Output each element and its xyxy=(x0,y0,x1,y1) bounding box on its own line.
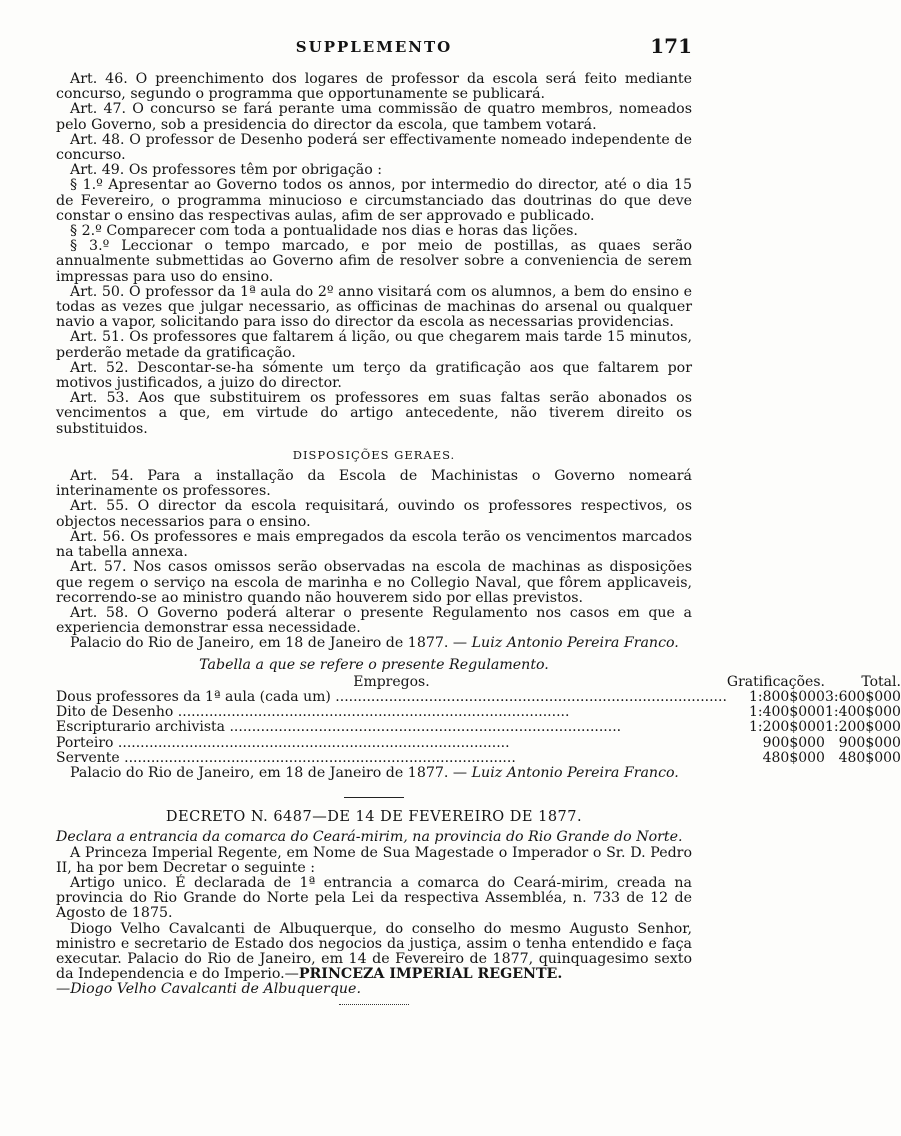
closing-paragraph xyxy=(56,636,692,651)
row-name-cell xyxy=(56,705,727,720)
decree-title: DECRETO N. 6487—DE 14 DE FEVEREIRO DE 1877. xyxy=(165,809,583,826)
decree-preamble: A Princeza Imperial Regente, em Nome de Sua Magestade o Imperador o Sr. D. Pedro II, ha por bem Decretar o seguinte : xyxy=(56,844,692,876)
decree-regent: PRINCEZA IMPERIAL REGENTE. xyxy=(298,966,563,983)
row-name: Servente xyxy=(56,749,120,766)
row-bonus: 1:200$000 xyxy=(748,719,825,736)
row-name-cell xyxy=(56,720,727,735)
table-row xyxy=(56,751,901,766)
running-title: SUPPLEMENTO xyxy=(295,38,453,56)
header-bonus: Gratificações. xyxy=(726,673,825,690)
article-54: Art. 54. Para a installação da Escola de Machinistas o Governo nomeará interinamente os professores. xyxy=(56,468,692,500)
article-50: Art. 50. O professor da 1ª aula do 2º anno visitará com os alumnos, a bem do ensino e todas as vezes que julgar necessario, as officinas de machinas do arsenal ou qualquer navio a vapor, solicitando para isso do director da escola as necessarias providencias. xyxy=(56,283,692,331)
article-53: Art. 53. Aos que substituirem os professores em suas faltas serão abonados os vencimentos a que, em virtude do artigo antecedente, não tiverem direito os substituidos. xyxy=(56,390,692,437)
salary-table xyxy=(56,675,901,766)
row-name: Dito de Desenho xyxy=(56,704,174,721)
article-57: Art. 57. Nos casos omissos serão observadas na escola de machinas as disposições que regem o serviço na escola de marinha e no Collegio Naval, que fôrem applicaveis, recorrendo-se ao ministro quando não houverem sido por ellas previstos. xyxy=(56,559,692,606)
decree-summary: Declara a entrancia da comarca do Ceará-mirim, na provincia do Rio Grande do Norte. xyxy=(56,829,683,846)
table-caption: Tabella a que se refere o presente Regulamento. xyxy=(199,656,549,673)
article-55: Art. 55. O director da escola requisitará, ouvindo os professores respectivos, os objectos necessarios para o ensino. xyxy=(56,498,692,530)
row-bonus: 480$000 xyxy=(762,749,825,766)
article-49: Art. 49. Os professores têm por obrigação : xyxy=(70,162,383,179)
row-total: 1:400$000 xyxy=(824,704,901,721)
decree-minister: —Diogo Velho Cavalcanti de Albuquerque. xyxy=(56,981,361,998)
table-row xyxy=(56,705,901,720)
row-name-cell xyxy=(56,751,727,766)
row-bonus: 1:400$000 xyxy=(748,704,825,721)
article-48: Art. 48. O professor de Desenho poderá ser effectivamente nomeado independente de concurso. xyxy=(56,131,692,164)
table-row xyxy=(56,690,901,705)
page-header xyxy=(56,34,692,64)
row-bonus: 1:800$000 xyxy=(748,688,825,705)
header-employees: Empregos. xyxy=(353,673,430,690)
article-58: Art. 58. O Governo poderá alterar o presente Regulamento nos casos em que a experiencia demonstrar essa necessidade. xyxy=(56,604,692,637)
row-bonus: 900$000 xyxy=(762,734,825,751)
closing-signature: Luiz Antonio Pereira Franco. xyxy=(471,635,679,652)
row-total: 3:600$000 xyxy=(824,688,901,705)
decree-closing-text: Diogo Velho Cavalcanti de Albuquerque, do conselho do mesmo Augusto Senhor, ministro e secretario de Estado dos negocios da justiça, assim o tenha entendido e faça executar. Palacio do Rio de Janeiro, em 14 de Fevereiro de 1877, quinquagesimo sexto da Independencia e do Imperio.— xyxy=(56,920,692,983)
page-number: 171 xyxy=(650,34,692,58)
row-name: Porteiro xyxy=(56,734,114,751)
decree-minister-line xyxy=(56,982,692,997)
article-49-paragraph-1: § 1.º Apresentar ao Governo todos os annos, por intermedio do director, até o dia 15 de Fevereiro, o programma minucioso e circumstanciado das doutrinas do que deve constar o ensino das respectivas aulas, afim de ser approvado e publicado. xyxy=(56,177,692,224)
section-divider xyxy=(344,797,404,798)
row-name: Dous professores da 1ª aula (cada um) xyxy=(56,688,331,705)
closing-paragraph xyxy=(56,766,692,781)
closing-text: Palacio do Rio de Janeiro, em 18 de Janeiro de 1877. — xyxy=(70,635,468,652)
article-49-paragraph-2: § 2.º Comparecer com toda a pontualidade nos dias e horas das lições. xyxy=(70,223,578,240)
article-56: Art. 56. Os professores e mais empregados da escola terão os vencimentos marcados na tabella annexa. xyxy=(56,528,692,561)
decree-article: Artigo unico. É declarada de 1ª entrancia a comarca do Ceará-mirim, creada na provincia do Rio Grande do Norte pela Lei da respectiva Assembléa, n. 733 de 12 de Agosto de 1875. xyxy=(56,874,692,922)
section-heading: DISPOSIÇÕES GERAES. xyxy=(292,447,456,462)
decree-closing xyxy=(56,922,692,983)
row-total: 900$000 xyxy=(838,734,901,751)
row-total: 1:200$000 xyxy=(824,719,901,736)
end-divider xyxy=(339,1004,409,1005)
article-47: Art. 47. O concurso se fará perante uma commissão de quatro membros, nomeados pelo Governo, sob a presidencia do director da escola, que tambem votará. xyxy=(56,101,692,133)
article-46: Art. 46. O preenchimento dos logares de professor da escola será feito mediante concurso, segundo o programma que opportunamente se publicará. xyxy=(56,71,692,103)
closing-signature: Luiz Antonio Pereira Franco. xyxy=(471,764,679,781)
body-text xyxy=(56,71,901,1005)
table-header-row xyxy=(56,675,901,690)
row-name-cell xyxy=(56,736,727,751)
article-49-paragraph-3: § 3.º Leccionar o tempo marcado, e por meio de postillas, as quaes serão annualmente submettidas ao Governo afim de resolver sobre a conveniencia de serem impressas para uso do ensino. xyxy=(56,238,692,285)
article-52: Art. 52. Descontar-se-ha sómente um terço da gratificação aos que faltarem por motivos justificados, a juizo do director. xyxy=(56,359,692,392)
article-51: Art. 51. Os professores que faltarem á lição, ou que chegarem mais tarde 15 minutos, perderão metade da gratificação. xyxy=(56,329,692,361)
row-total: 480$000 xyxy=(838,749,901,766)
header-total: Total. xyxy=(861,673,901,690)
table-row xyxy=(56,736,901,751)
closing-text: Palacio do Rio de Janeiro, em 18 de Janeiro de 1877. — xyxy=(70,764,468,781)
table-row xyxy=(56,720,901,735)
row-name: Escripturario archivista xyxy=(56,719,226,736)
row-name-cell xyxy=(56,690,727,705)
